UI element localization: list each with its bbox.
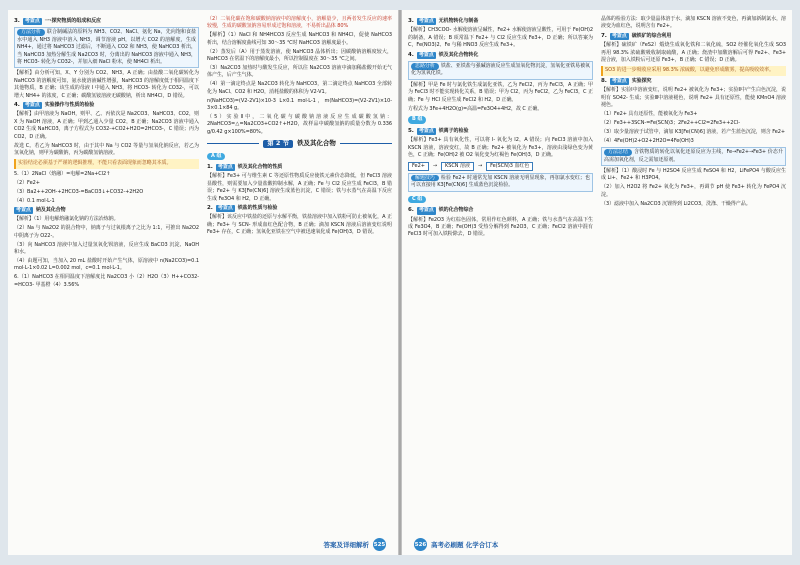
point-title: 实验探究 xyxy=(631,77,652,84)
question-header xyxy=(14,102,199,109)
point-title: 铁的化合物综合 xyxy=(438,207,474,214)
paragraph: （2）Na 与 Na2O2 的混合物中，钠离子与过氧根离子之比为 1:1，可推出 Na2O2 中阴离子为 O22-。 xyxy=(14,225,199,239)
diagram-reagent: KSCN 溶液 xyxy=(441,162,474,171)
reaction-diagram xyxy=(408,162,593,171)
paragraph: 【解析】（1）用电解熔融氯化钠的方法冶炼钠。 xyxy=(14,216,119,223)
left-column-b xyxy=(207,16,392,238)
question-header xyxy=(14,207,199,214)
point-badge: 考查点 xyxy=(217,163,233,170)
right-footer-label: 高考必刷题 化学合订本 xyxy=(431,541,499,549)
paragraph: （2）Fe2+ xyxy=(14,179,40,186)
question-number: 4. xyxy=(408,51,414,58)
paragraph: （3）取少量溶液于试管中，滴加 K3[Fe(CN)6] 溶液，若产生蓝色沉淀，则含 Fe2+ xyxy=(601,128,786,135)
right-footer xyxy=(414,538,498,551)
left-footer-label: 答案及详细解析 xyxy=(323,541,369,549)
paragraph: （4）0.1 mol·L-1 xyxy=(14,197,55,204)
paragraph: （4）第一滴定终点是 Na2CO3 转化为 NaHCO3，第二滴定终点 NaHCO3 全部转化为 NaCl、CO2 和 H2O，消耗盐酸的体积为 V2-V1。 xyxy=(207,81,392,95)
analysis-text: 检验 Fe2+ 时通常先加 KSCN 溶液无明显现象，再加氯水变红；也可以直接用 K3[Fe(CN)6] 生成蓝色沉淀检验。 xyxy=(411,174,590,189)
question-number: 6. xyxy=(408,207,414,214)
question-number: 8. xyxy=(601,77,607,84)
analysis-tag: 方法总结 xyxy=(604,149,632,156)
paragraph: 故选 C。若乙为 NaHCO3 时，由于其中 Na 与 CO2 等量与氢氧化钠反应，若乙为氢氧化钠，则甲为碳酸钠，丙为碳酸氢钠溶液。 xyxy=(14,142,199,156)
paragraph: 晶体的检验方法：取少量晶体溶于水，滴加 KSCN 溶液不变色，再滴加新制氯水，溶液变为血红色，说明含有 Fe2+。 xyxy=(601,16,786,30)
paragraph: （5）实验Ⅱ中，二氧化碳与碳酸钠溶液反应生成碳酸氢钠：2NaHCO3=△=Na2CO3+CO2↑+H2O，故样品中碳酸氢钠的质量分数为 0.336 g/0.42 g×100%=80%。 xyxy=(207,113,392,135)
question-number: 4. xyxy=(14,102,20,109)
point-badge: 考查点 xyxy=(16,206,31,213)
paragraph: 5.（1）2NaCl（熔融）=电解=2Na+Cl2↑ xyxy=(14,170,111,177)
group-label: B 组 xyxy=(408,116,426,123)
paragraph: （3）Ba2++2OH-+2HCO3-=BaCO3↓+CO32-+2H2O xyxy=(14,188,144,195)
analysis-box xyxy=(408,61,593,80)
paragraph: （4）由题可知，当加入 20 mL 盐酸时开始产生气体，原溶液中 n(Na2CO3)=0.1 mol·L-1×0.02 L=0.002 mol，c=0.1 mol·L-1。 xyxy=(14,257,199,272)
paragraph: （4）4Fe(OH)2+O2+2H2O=4Fe(OH)3 xyxy=(601,137,694,144)
question-number: 7. xyxy=(601,32,607,39)
point-title: 铁盐的性质与检验 xyxy=(237,204,278,211)
analysis-box xyxy=(408,173,593,192)
question-header xyxy=(408,18,593,25)
question-header xyxy=(601,78,786,85)
point-badge: 考查点 xyxy=(418,127,434,134)
paragraph: n(NaHCO3)=(V2-2V1)×10-3 L×0.1 mol·L-1，m(NaHCO3)=(V2-2V1)×10-3×0.1×84 g。 xyxy=(207,97,392,111)
analysis-box xyxy=(601,147,786,166)
left-footer xyxy=(324,538,387,551)
point-title: 铁离子的检验 xyxy=(438,127,469,134)
paragraph: 【解析】甲是 Fe 时与氯化铁生成氯化亚铁，乙为 FeCl2，丙为 FeCl3，A 正确；甲为 FeCl3 时不能实现转化关系，B 错误；甲为 Cl2，丙为 FeCl2，乙为 FeCl3，C 正确；Fe 与 HCl 反应生成 FeCl2 和 H2，D 正确。 xyxy=(408,81,593,103)
paragraph: （2）Fe3++3SCN-=Fe(SCN)3；2Fe2++Cl2=2Fe3++2Cl- xyxy=(601,119,740,126)
point-title: 实验操作与性质的检验 xyxy=(44,102,95,109)
warning-note: SO3 的进一步吸收应采用 98.3% 浓硫酸，以避免形成酸雾，提高吸收效率。 xyxy=(601,66,786,75)
point-badge: 考查点 xyxy=(418,207,434,214)
point-title: 钠及其化合物 xyxy=(35,206,66,213)
paragraph: 【解析】硫铁矿（FeS2）煅烧生成氧化铁和二氧化硫，SO2 经催化氧化生成 SO3 再用 98.3% 浓硫酸吸收制取硫酸，A 正确；烧渣中加酸溶解后可得 Fe2+、Fe3+ 混合液，加入铁粉后可还原 Fe3+，B 正确；C 错误；D 正确。 xyxy=(601,42,786,64)
paragraph: 【解析】Fe2O3 为红棕色固体，常用作红色颜料，A 正确；铁与水蒸气在高温下生成 Fe3O4，B 正确；Fe(OH)3 受热分解得到 Fe2O3，C 正确；FeCl2 溶液中混有 FeCl3 时可加入铁粉除去，D 错误。 xyxy=(408,216,593,238)
paragraph: （3）向 NaHCO3 溶液中加入过量氢氧化钡溶液，反应生成 BaCO3 沉淀、NaOH 和水。 xyxy=(14,241,199,255)
warning-note: 实验结论必须基于严谨的逻辑推理，不能只看表面现象而忽略其本质。 xyxy=(14,159,199,168)
point-badge: 考查点 xyxy=(418,51,434,58)
group-label: A 组 xyxy=(207,153,225,160)
question-number: 5. xyxy=(408,127,414,134)
point-title: 一·探究物质的组成和反应 xyxy=(44,18,101,24)
question-number: 3. xyxy=(14,18,20,24)
question-header xyxy=(601,33,786,40)
section-name: 铁及其化合物 xyxy=(297,139,336,148)
section-rule xyxy=(340,143,392,144)
left-page-number: 525 xyxy=(373,538,386,551)
section-number: 第 2 节 xyxy=(263,140,293,147)
paragraph: 6.（1）NaHCO3 在相同温度下溶解度比 Na2CO3 小（2）H2O（3）H++CO32-=HCO3- 甲基橙（4）3.56% xyxy=(14,274,199,288)
analysis-tag: 解题技巧 xyxy=(411,175,439,182)
paragraph: 【解析】Fe3+ 可与维生素 C 等还原性物质反应使铁元素价态降低，但 FeCl3 溶液显酸性，则需要加入少量盐酸抑制水解，A 正确；Fe 与 Cl2 反应生成 FeCl3，B 错误；Fe2+ 与 K3[Fe(CN)6] 溶液生成蓝色沉淀，C 错误；铁与水蒸气在高温下反应生成 Fe3O4 和 H2，D 正确。 xyxy=(207,173,392,202)
paragraph: 【解析】Fe3+ 具有氧化性，可以将 I- 氧化为 I2，A 错误；向 FeCl3 溶液中加入 KSCN 溶液，溶液变红，故 B 正确；Fe2+ 被氧化为 Fe3+，溶液由浅绿色变为黄色，C 正确；Fe(OH)2 被 O2 氧化变为红褐色 Fe(OH)3，D 正确。 xyxy=(408,137,593,159)
point-title: 铁及其化合物转化 xyxy=(438,51,479,58)
question-header xyxy=(408,207,593,214)
point-badge: 考查点 xyxy=(217,204,233,211)
point-badge: 考查点 xyxy=(611,32,627,39)
paragraph: （1）Fe2+ 具有还原性，能被氧化为 Fe3+ xyxy=(601,110,698,117)
paragraph: （2）二氧化碳在饱和碳酸钠溶液中的溶解度小，溶解量少，且两者发生反应的速率较慢，生成的碳酸氢钠容易形成过饱和溶液，不易析出晶体 80% xyxy=(207,16,392,30)
paragraph: 方程式为 3Fe+4H2O(g)=高温=Fe3O4+4H2，故 C 正确。 xyxy=(408,105,543,112)
point-title: 铁及其化合物的性质 xyxy=(237,163,283,170)
paragraph: （3）Na2CO3 加热时与酸发生反应，所以往 Na2CO3 溶液中滴加稀盐酸开始无气体产生，后产生气体。 xyxy=(207,64,392,79)
question-header xyxy=(207,164,392,171)
point-badge: 考查点 xyxy=(24,18,40,24)
question-number: 3. xyxy=(408,18,414,24)
question-number: 2. xyxy=(207,204,213,211)
paragraph: （3）滤液中加入 Na2CO3 沉锂得到 Li2CO3，洗涤、干燥得产品。 xyxy=(601,200,751,207)
point-title: 硫铁矿的综合利用 xyxy=(631,32,672,39)
analysis-tag: 思路分析 xyxy=(411,63,439,70)
arrow-icon: → xyxy=(432,162,437,169)
paragraph: 【解析】由分析可知，X、Y 分别为 CO2、NH3，A 正确；由盐酸二氧化碳转化为 NaHCO3 的溶解度可知，氨水使溶液碱性增强，NaHCO3 的溶解度低于相同温度下其他物质，B 正确；该生成的母液 I 中通入 NH3，将 HCO3- 转化为 CO32-，可以增大 NH4+ 的浓度，C 正确；碳酸氢铵溶液无碳酸钠，析出 NH4Cl，D 错误。 xyxy=(14,70,199,99)
paragraph: 【解析】（1）酸浸时 Fe 与 H2SO4 反应生成 FeSO4 和 H2，LiFePO4 与酸反应生成 Li+、Fe2+ 和 H3PO4。 xyxy=(601,167,786,182)
analysis-text: 联合制碱法的原料为 NH3、CO2、NaCl、氨化 Na，先向饱和食盐水中通入 NH3 溶液中溶入 NH3，调节溶液 pH，以增大 CO2 的溶解度，生成 NH4+，通过将 NaHCO3 过滤后，不断通入 CO2 和 NH3，使 NaHCO3 析出，当 NaHCO3 加热分解生成 Na2CO3 时，分离出的 NaHCO3 溶液中通入 NH3，将 HCO3- 转化为 CO32-，并加入细 NaCl 粉末，使 NH4Cl 析出。 xyxy=(17,29,196,66)
arrow-icon: → xyxy=(477,162,483,169)
diagram-product: Fe(SCN)3 血红色 xyxy=(486,162,533,171)
paragraph: 【解析】（1）NaCl 和 NH4HCO3 反应生成 NaHCO3 和 NH4Cl，促使 NaHCO3 析出，结合溶解度曲线可知 30～35 ℃时 NaHCO3 溶解度最小。 xyxy=(207,32,392,46)
analysis-tag: 方法分析 xyxy=(17,29,45,36)
paragraph: 【解析】该反应中铁盐的还原与水解平衡，铁盐溶液中加入铁粉可防止被氧化，A 正确；Fe3+ 与 SCN- 形成血红色配合物，B 正确；滴加 KSCN 溶液后溶液变红说明 Fe3+ 存在，C 正确；氢氧化亚铁在空气中被迅速氧化成 Fe(OH)3，D 错误。 xyxy=(207,214,392,236)
point-badge: 考查点 xyxy=(611,77,627,84)
question-header xyxy=(408,52,593,59)
right-page xyxy=(402,10,792,555)
right-column-b xyxy=(601,16,786,209)
group-label: C 组 xyxy=(408,196,426,203)
question-header xyxy=(207,205,392,212)
point-badge: 考查点 xyxy=(418,18,434,24)
paragraph: 【解析】CH3COO- 水解使溶液呈碱性，Fe2+ 水解使溶液呈酸性，可用于 Fe(OH)2 的制备，A 错误；B 项常温下 Fe2+ 与 Cl2 反应生成 Fe3+，D 正确；所以答案为 C，Fe(NO3)2、Fe 与稀 HNO3 反应生成 Fe3+。 xyxy=(408,27,593,49)
point-title: 无机物转化与制备 xyxy=(438,18,479,24)
question-header xyxy=(14,18,199,25)
analysis-box xyxy=(14,27,199,68)
paragraph: （2）蒸发后（A）用于蒸发溶液，使 NaHCO3 晶体析出；因碳酸钠溶解度较大，NaHCO3 在常温下的溶解度最小，所以控制温度在 30～35 ℃之间。 xyxy=(207,48,392,63)
paragraph: （2）加入 H2O2 将 Fe2+ 氧化为 Fe3+，再调节 pH 使 Fe3+ 转化为 FePO4 沉淀。 xyxy=(601,184,786,198)
section-rule xyxy=(207,143,259,144)
right-column-a xyxy=(408,16,593,240)
point-badge: 考查点 xyxy=(24,102,40,109)
section-title xyxy=(207,140,392,147)
paragraph: 【解析】实验Ⅰ中溶液变红，说明 Fe2+ 被氧化为 Fe3+；实验Ⅱ中产生白色沉淀，说明有 SO42- 生成；实验Ⅲ中溶液褪色，说明 Fe2+ 具有还原性，能使 KMnO4 溶液褪色。 xyxy=(601,87,786,109)
left-column-a xyxy=(14,16,199,291)
question-header xyxy=(408,128,593,135)
paragraph: 【解析】由甲溶液为 NaOH，则甲、乙、丙依次是 Na2CO3、NaHCO3、CO2，则 X 为 NaOH 溶液，A 正确；甲到乙通入少量 CO2，B 正确；Na2CO3 溶液中通入 CO2 生成 NaHCO3，离子方程式为 CO32-+CO2+H2O=2HCO3-，C 错误；丙为 CO2，D 正确。 xyxy=(14,111,199,140)
right-page-number: 526 xyxy=(414,538,427,551)
analysis-text: 铁盐、亚铁盐与强碱溶液反应生成氢氧化物沉淀，氢氧化亚铁易被氧化为氢氧化铁。 xyxy=(411,63,590,77)
question-number: 1. xyxy=(207,163,213,170)
left-page xyxy=(8,10,398,555)
analysis-text: 含铁物质的转化以氧化还原反应为主线，Fe→Fe2+→Fe3+ 价态升高需加氧化剂，反之需加还原剂。 xyxy=(604,149,783,163)
diagram-reactant: Fe2+ xyxy=(408,162,429,171)
